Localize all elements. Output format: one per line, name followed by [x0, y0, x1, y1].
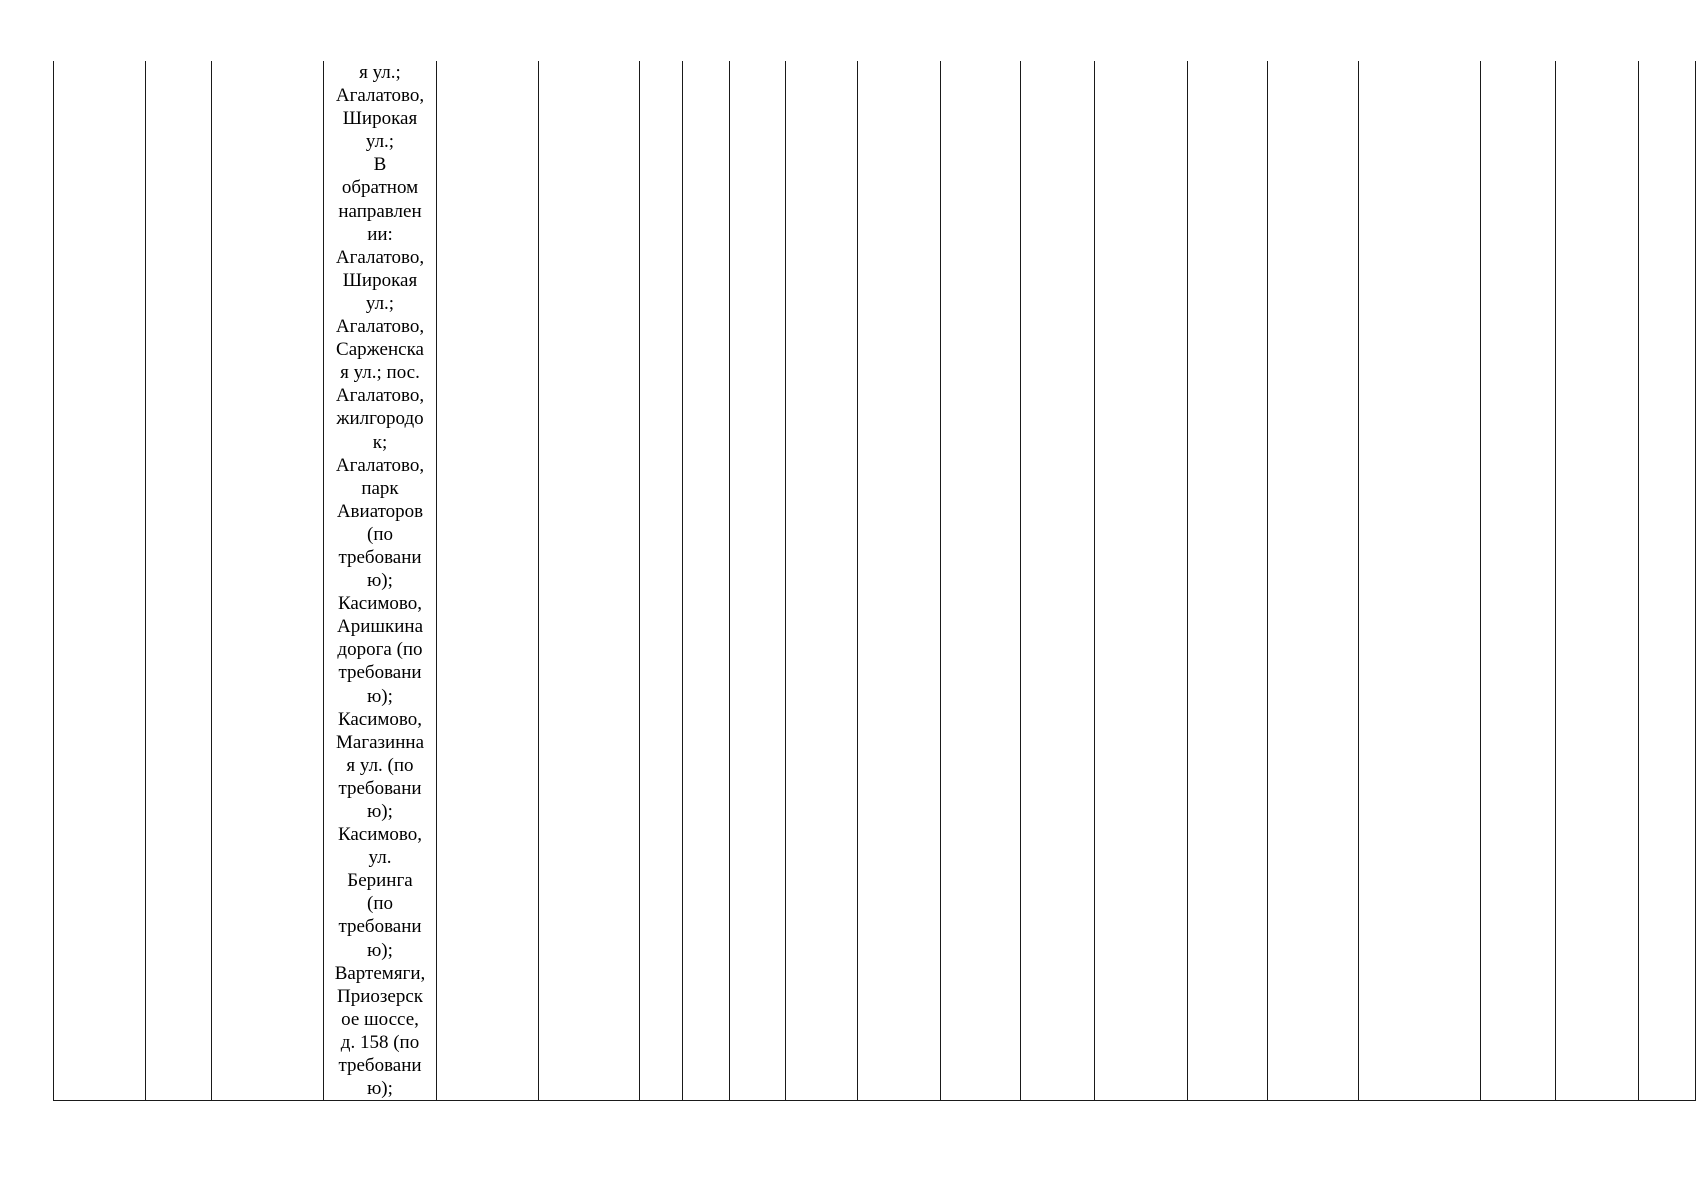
table-cell-20: [1639, 61, 1696, 1101]
table-cell-10: [786, 61, 858, 1101]
table-cell-2: [146, 61, 212, 1101]
table-cell-19: [1556, 61, 1639, 1101]
table-cell-5: [437, 61, 539, 1101]
table-cell-9: [730, 61, 786, 1101]
table-cell-18: [1481, 61, 1556, 1101]
stops-list-text: я ул.; Агалатово, Широкая ул.; В обратном направлен ии: Агалатово, Широкая ул.; Агалатово, Сарженска я ул.; пос. Агалатово, жилгородо к; Агалатово, парк Авиаторов (по требовани ю); Касимово, Аришкина дорога (по требовани ю); Касимово, Магазинна я ул. (по требовани ю); Касимово, ул. Беринга (по требовани ю); Вартемяги, Приозерск ое шоссе, д. 158 (по требовани ю);: [334, 62, 426, 1100]
table-cell-12: [941, 61, 1021, 1101]
table-cell-14: [1095, 61, 1188, 1101]
table-cell-8: [683, 61, 730, 1101]
route-table: [53, 61, 1696, 1101]
table-cell-3: [212, 61, 324, 1101]
table-cell-11: [858, 61, 941, 1101]
table-cell-17: [1359, 61, 1481, 1101]
table-cell-1: [54, 61, 146, 1101]
table-cell-13: [1021, 61, 1095, 1101]
table-row: [54, 61, 1696, 1101]
table-cell-7: [640, 61, 683, 1101]
table-cell-6: [539, 61, 640, 1101]
stops-cell: [324, 61, 437, 1101]
table-cell-15: [1188, 61, 1268, 1101]
table-cell-16: [1268, 61, 1359, 1101]
